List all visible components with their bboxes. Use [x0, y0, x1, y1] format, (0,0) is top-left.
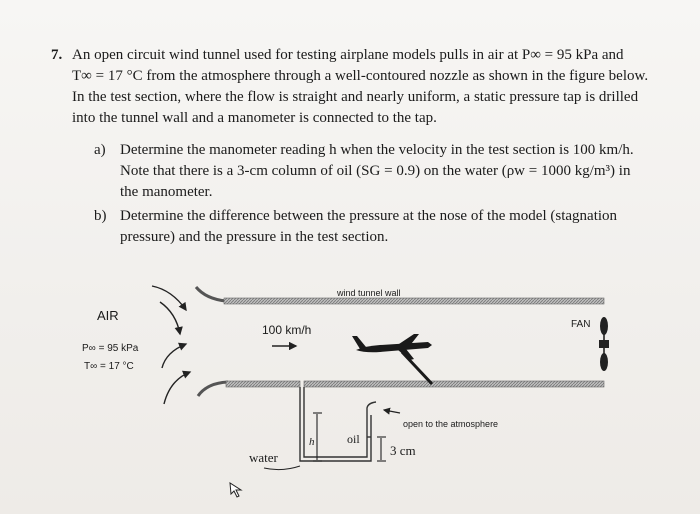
velocity-label: 100 km/h	[262, 323, 312, 337]
inlet-arrow	[160, 302, 180, 334]
air-label: AIR	[97, 308, 119, 323]
part-a-line: Note that there is a 3-cm column of oil (SG = 0.9) on the water (ρw = 1000 kg/m³) in	[120, 163, 631, 179]
inlet-arrow	[162, 344, 186, 368]
part-b-line: Determine the difference between the pressure at the nose of the model (stagnation	[120, 208, 618, 224]
part-b-line: pressure) and the pressure in the test section.	[120, 229, 389, 245]
lower-wall-right	[304, 381, 604, 387]
intro-line: T∞ = 17 °C from the atmosphere through a well-contoured nozzle as shown in the figure below.	[72, 68, 649, 84]
inlet-arrow	[164, 372, 190, 404]
airplane-model	[352, 334, 432, 384]
wall-label: wind tunnel wall	[337, 288, 401, 298]
intro-line: In the test section, where the flow is straight and nearly uniform, a static pressure tap is drilled	[72, 89, 639, 105]
cursor-icon	[230, 483, 241, 497]
open-atmosphere-label: open to the atmosphere	[403, 419, 499, 429]
upper-wall	[224, 298, 604, 304]
inlet-arrow	[152, 286, 186, 310]
water-label: water	[249, 450, 278, 465]
lower-wall-flare	[198, 382, 228, 396]
cm-label: 3 cm	[390, 443, 416, 458]
part-a-label: a)	[94, 142, 106, 158]
manometer	[300, 387, 376, 461]
intro-line: An open circuit wind tunnel used for testing airplane models pulls in air at P∞ = 95 kPa and	[72, 47, 624, 63]
upper-wall-flare	[196, 287, 226, 301]
temperature-label: T∞ = 17 °C	[84, 361, 134, 372]
cm-dimension	[377, 437, 386, 461]
problem-number: 7.	[51, 47, 63, 63]
intro-line: into the tunnel wall and a manometer is connected to the tap.	[72, 110, 437, 126]
part-a-line: Determine the manometer reading h when the velocity in the test section is 100 km/h.	[120, 142, 634, 158]
lower-wall-left	[226, 381, 300, 387]
fan-label: FAN	[571, 319, 591, 330]
part-b-label: b)	[94, 208, 107, 224]
part-a-line: the manometer.	[120, 184, 213, 200]
open-arrow	[384, 410, 400, 413]
pressure-label: P∞ = 95 kPa	[82, 343, 139, 354]
oil-label: oil	[347, 432, 360, 446]
fan-icon	[599, 317, 609, 371]
water-leader	[264, 466, 300, 470]
h-label: h	[309, 436, 315, 448]
